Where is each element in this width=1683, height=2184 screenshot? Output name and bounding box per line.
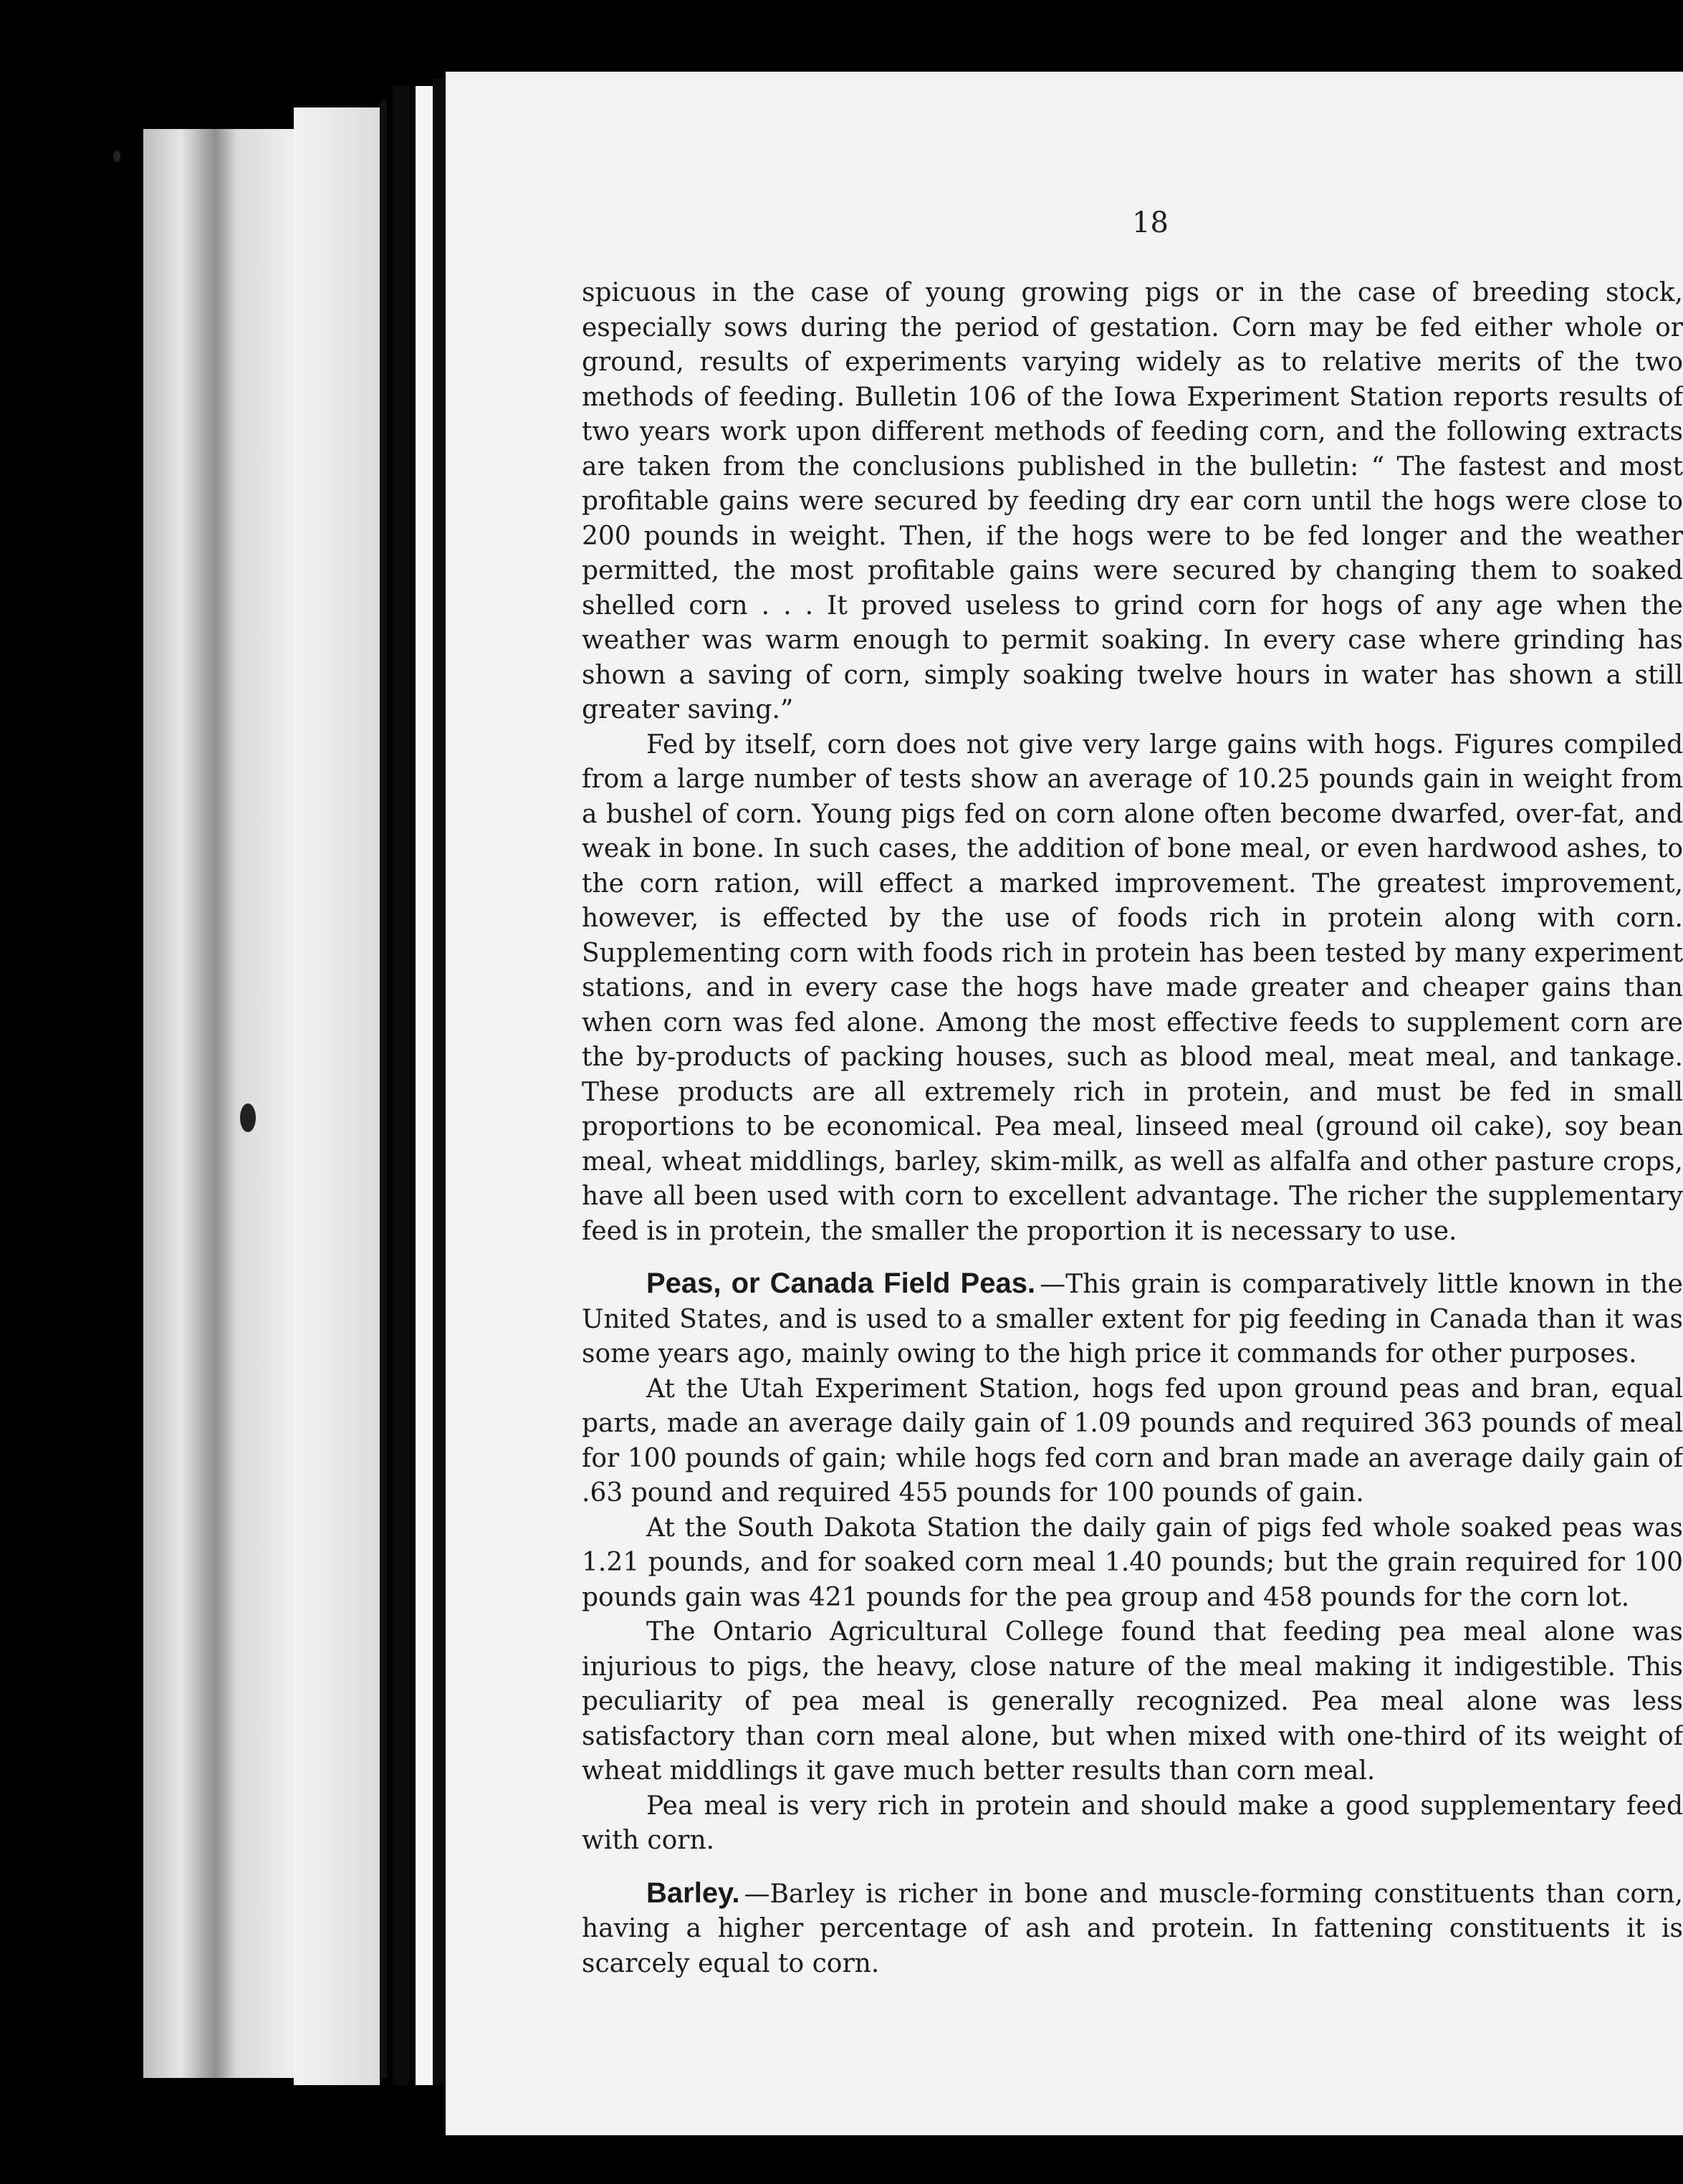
binding-edge (143, 129, 294, 2078)
margin-rule (381, 100, 387, 2078)
paragraph: spicuous in the case of young growing pigs or in the case of breeding stock, especially sows during the period of gestation. Corn may be fed either whole or ground, results of experiments varying widely as to relative merits of the two methods of feeding. Bulletin 106 of the Iowa Experiment Station reports results of two years work upon different methods of feeding corn, and the following extracts are taken from the conclusions published in the bulletin: “ The fastest and most profitable gains were secured by feeding dry ear corn until the hogs were close to 200 pounds in weight. Then, if the hogs were to be fed longer and the weather permitted, the most profitable gains were secured by changing them to soaked shelled corn . . . It proved useless to grind corn for hogs of any age when the weather was warm enough to permit soaking. In every case where grinding has shown a saving of corn, simply soaking twelve hours in water has shown a still greater saving.” (582, 278, 1683, 724)
section-peas (582, 1266, 1683, 1372)
section-heading: Barley. (646, 1877, 740, 1909)
section-heading: Peas, or Canada Field Peas. (646, 1268, 1036, 1299)
paragraph: Pea meal is very rich in protein and should make a good supplementary feed with corn. (582, 1791, 1683, 1855)
section-barley (582, 1876, 1683, 1982)
margin-rule (433, 79, 446, 2085)
binding-gutter (294, 107, 380, 2085)
section-text: —Barley is richer in bone and muscle-forming constituents than corn, having a higher percentage of ash and protein. In fattening constituents it is scarcely equal to corn. (582, 1879, 1683, 1978)
paragraph: At the South Dakota Station the daily gain of pigs fed whole soaked peas was 1.21 pounds, and for soaked corn meal 1.40 pounds; but the grain required for 100 pounds gain was 421 pounds for the pea group and 458 pounds for the corn lot. (582, 1513, 1683, 1612)
paragraph: The Ontario Agricultural College found that feeding pea meal alone was injurious to pigs, the heavy, close nature of the meal making it indigestible. This peculiarity of pea meal is generally recognized. Pea meal alone was less satisfactory than corn meal alone, but when mixed with one-third of its weight of wheat middlings it gave much better results than corn meal. (582, 1617, 1683, 1786)
ink-speck (113, 150, 120, 162)
paragraph: At the Utah Experiment Station, hogs fed upon ground peas and bran, equal parts, made an average daily gain of 1.09 pounds and required 363 pounds of meal for 100 pounds of gain; while hogs fed corn and bran made an average daily gain of .63 pound and required 455 pounds for 100 pounds of gain. (582, 1374, 1683, 1508)
section-text: —This grain is comparatively little known in the United States, and is used to a smaller extent for pig feeding in Canada than it was some years ago, mainly owing to the high price it commands for other purposes. (582, 1270, 1683, 1369)
page-number: 18 (1132, 206, 1169, 239)
body-text (582, 276, 1683, 1981)
margin-rule (393, 86, 410, 2085)
margin-rule (416, 86, 433, 2085)
ink-speck (240, 1103, 256, 1132)
paragraph: Fed by itself, corn does not give very large gains with hogs. Figures compiled from a large number of tests show an average of 10.25 pounds gain in weight from a bushel of corn. Young pigs fed on corn alone often become dwarfed, over-fat, and weak in bone. In such cases, the addition of bone meal, or even hardwood ashes, to the corn ration, will effect a marked improvement. The greatest improvement, however, is effected by the use of foods rich in protein along with corn. Supplementing corn with foods rich in protein has been tested by many experiment stations, and in every case the hogs have made greater and cheaper gains than when corn was fed alone. Among the most effective feeds to supplement corn are the by-products of packing houses, such as blood meal, meat meal, and tankage. These products are all extremely rich in protein, and must be fed in small proportions to be economical. Pea meal, linseed meal (ground oil cake), soy bean meal, wheat middlings, barley, skim-milk, as well as alfalfa and other pasture crops, have all been used with corn to excellent advantage. The richer the supplementary feed is in protein, the smaller the proportion it is necessary to use. (582, 729, 1683, 1246)
